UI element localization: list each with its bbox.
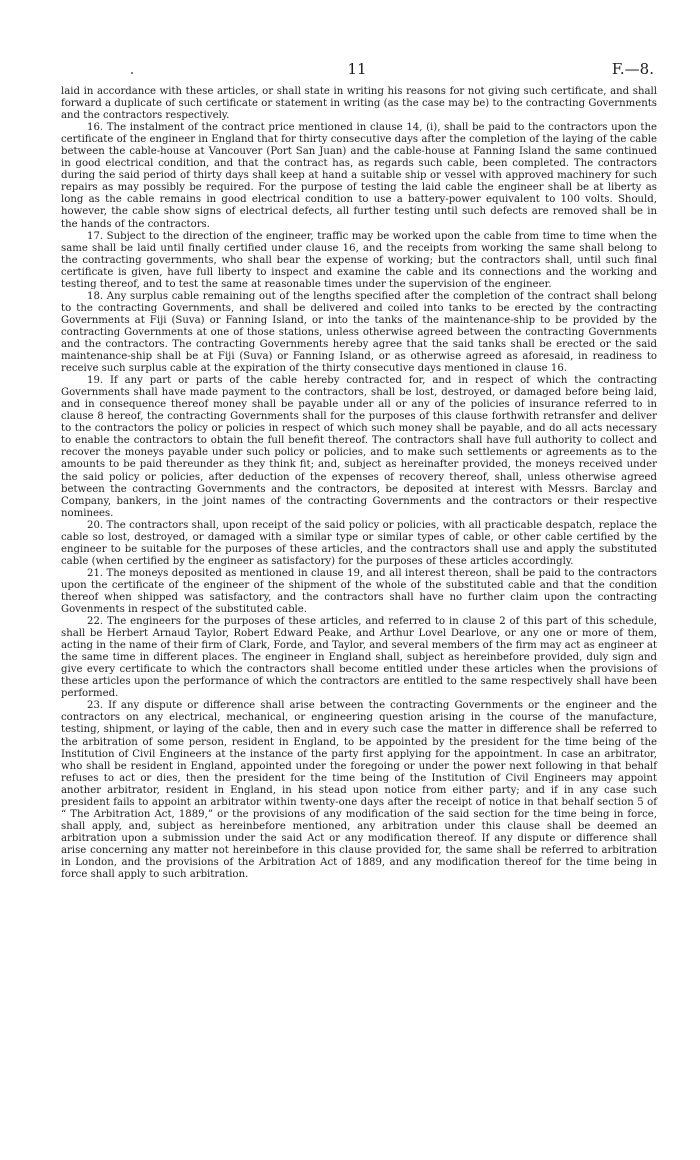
clause-20: 20. The contractors shall, upon receipt of the said policy or policies, with all practicable despatch, replace the cable so lost, destroyed, or damaged with a similar type or similar types of cable, or other cable certified by the engineer to be suitable for the purposes of these articles, and the contractors shall use and apply the substituted cable (when certified by the engineer as satisfactory) for the purposes of these articles accordingly. bbox=[61, 519, 657, 567]
clause-21: 21. The moneys deposited as mentioned in clause 19, and all interest thereon, shall be paid to the contractors upon the certificate of the engineer of the shipment of the whole of the substituted cable and that the condition thereof when shipped was satisfactory, and the contractors shall have no further claim upon the contracting Govenments in respect of the substituted cable. bbox=[61, 567, 657, 616]
clause-19: 19. If any part or parts of the cable hereby contracted for, and in respect of which the contracting Governments shall have made payment to the contractors, shall be lost, destroyed, or damaged before being laid, and in consequence thereof money shall be payable under all or any of the policies of insurance referred to in clause 8 hereof, the contracting Governments shall for the purposes of this clause forthwith retransfer and deliver to the contractors the policy or policies in respect of which such money shall be payable, and do all acts necessary to enable the contractors to obtain the full benefit thereof. The contractors shall have full authority to collect and recover the moneys payable under such policy or policies, and to make such settlements or agreements as to the amounts to be paid thereunder as they think fit; and, subject as hereinafter provided, the moneys received under the said policy or policies, after deduction of the expenses of recovery thereof, shall, unless otherwise agreed between the contracting Governments and the contractors, be deposited at interest with Messrs. Barclay and Company, bankers, in the joint names of the contracting Governments and the contractors or their respective nominees. bbox=[61, 375, 657, 519]
page-number: 11 bbox=[347, 60, 367, 78]
clause-18: 18. Any surplus cable remaining out of the lengths specified after the completion of the contract shall belong to the contracting Governments, and shall be delivered and coiled into tanks to be erected by the contracting Governments at Fiji (Suva) or Fanning Island, or into the tanks of the maintenance-ship to be provided by the contracting Governments at one of those stations, unless otherwise agreed between the contracting Governments and the contractors. The contracting Governments hereby agree that the said tanks shall be erected or the said maintenance-ship shall be at Fiji (Suva) or Fanning Island, or as otherwise agreed as aforesaid, in readiness to receive such surplus cable at the expiration of the thirty consecutive days mentioned in clause 16. bbox=[61, 290, 657, 375]
document-body bbox=[61, 86, 657, 881]
page-header bbox=[60, 60, 654, 78]
clause-17: 17. Subject to the direction of the engineer, traffic may be worked upon the cable from time to time when the same shall be laid until finally certified under clause 16, and the receipts from working the same shall belong to the contracting governments, who shall bear the expense of working; but the contractors shall, until such final certificate is given, have full liberty to inspect and examine the cable and its connections and the working and testing thereof, and to test the same at reasonable times under the supervision of the engineer. bbox=[61, 230, 657, 290]
document-reference: F.—8. bbox=[611, 60, 654, 78]
margin-dot bbox=[131, 72, 133, 74]
clause-22: 22. The engineers for the purposes of these articles, and referred to in clause 2 of this part of this schedule, shall be Herbert Arnaud Taylor, Robert Edward Peake, and Arthur Lovel Dearlove, or any one or more of them, acting in the name of their firm of Clark, Forde, and Taylor, and several members of the firm may act as engineer at the same time in different places. The engineer in England shall, subject as hereinbefore provided, duly sign and give every certificate to which the contractors shall become entitled under these articles when the provisions of these articles upon the performance of which the contractors are entitled to the same respectively shall have been performed. bbox=[61, 616, 657, 700]
paragraph-continuation: laid in accordance with these articles, or shall state in writing his reasons for not giving such certificate, and shall forward a duplicate of such certificate or statement in writing (as the case may be) to the contracting Governments and the contractors respectively. bbox=[61, 86, 657, 122]
clause-23: 23. If any dispute or difference shall arise between the contracting Governments or the engineer and the contractors on any electrical, mechanical, or engineering question arising in the course of the manufacture, testing, shipment, or laying of the cable, then and in every such case the matter in difference shall be referred to the arbitration of some person, resident in England, to be appointed by the president for the time being of the Institution of Civil Engineers at the instance of the party first applying for the appointment. In case an arbitrator, who shall be resident in England, appointed under the foregoing or under the power next following in that behalf refuses to act or dies, then the president for the time being of the Institution of Civil Engineers may appoint another arbitrator, resident in England, in his stead upon notice from either party; and if in any case such president fails to appoint an arbitrator within twenty-one days after the receipt of notice in that behalf section 5 of “ The Arbitration Act, 1889,” or the provisions of any modification of the said section for the time being in force, shall apply, and, subject as hereinbefore mentioned, any arbitration under this clause shall be deemed an arbitration upon a submission under the said Act or any modification thereof. If any dispute or difference shall arise concerning any matter not hereinbefore in this clause provided for, the same shall be referred to arbitration in London, and the provisions of the Arbitration Act of 1889, and any modification thereof for the time being in force shall apply to such arbitration. bbox=[61, 700, 657, 881]
clause-16: 16. The instalment of the contract price mentioned in clause 14, (i), shall be paid to the contractors upon the certificate of the engineer in England that for thirty consecutive days after the completion of the laying of the cable between the cable-house at Vancouver (Port San Juan) and the cable-house at Fanning Island the same continued in good electrical condition, and that the contract has, as regards such cable, been completed. The contractors during the said period of thirty days shall keep at hand a suitable ship or vessel with approved machinery for such repairs as may possibly be required. For the purpose of testing the laid cable the engineer shall be at liberty as long as the cable remains in good electrical condition to use a battery-power equivalent to 100 volts. Should, however, the cable show signs of electrical defects, all further testing until such defects are removed shall be in the hands of the contractors. bbox=[61, 122, 657, 230]
